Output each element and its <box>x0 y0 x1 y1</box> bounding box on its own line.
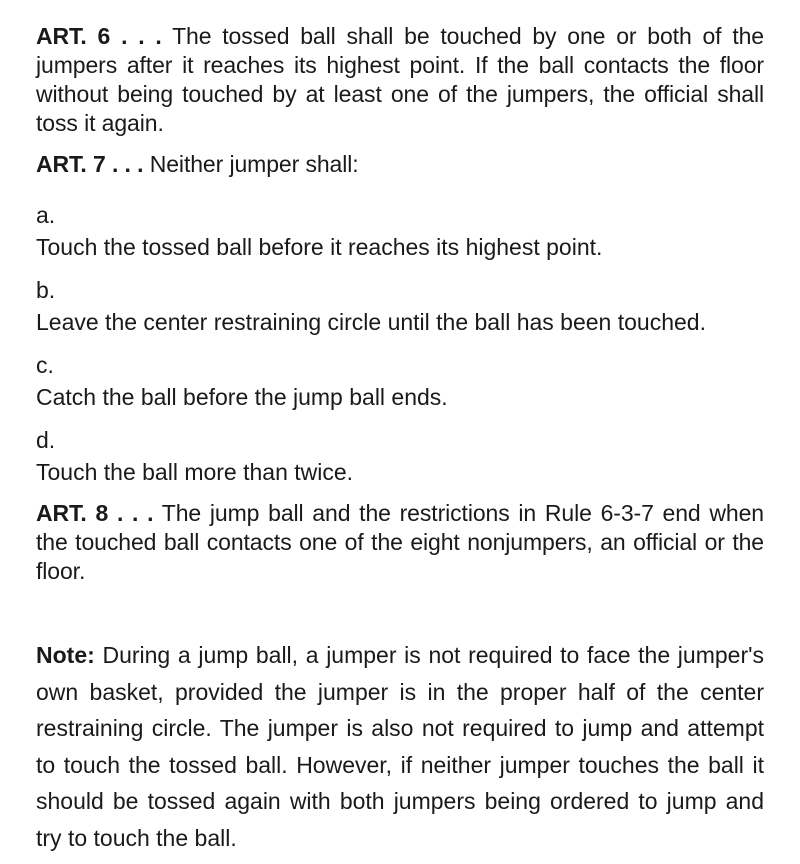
article-6 <box>36 22 764 138</box>
article-7-number: ART. 7 . . . <box>36 151 144 177</box>
article-8-text: The jump ball and the restrictions in Rule 6-3-7 end when the touched ball contacts one of the eight nonjumpers, an official or the floor. <box>36 500 764 584</box>
item-text: Touch the tossed ball before it reaches its highest point. <box>36 234 603 260</box>
article-7-item-c <box>36 349 764 413</box>
article-8 <box>36 499 764 586</box>
item-letter: c. <box>36 352 54 378</box>
item-text: Catch the ball before the jump ball ends. <box>36 384 448 410</box>
note-text: During a jump ball, a jumper is not required to face the jumper's own basket, provided the jumper is in the proper half of the center restraining circle. The jumper is also not required to jump and attempt to touch the tossed ball. However, if neither jumper touches the ball it should be tossed again with both jumpers being ordered to jump and try to touch the ball. <box>36 642 764 851</box>
rules-document <box>36 22 764 856</box>
article-7-item-a <box>36 199 764 263</box>
article-6-text: The tossed ball shall be touched by one or both of the jumpers after it reaches its highest point. If the ball contacts the floor without being touched by at least one of the jumpers, the official shall toss it again. <box>36 23 764 136</box>
item-letter: a. <box>36 202 56 228</box>
note-paragraph <box>36 637 764 856</box>
article-7-text: Neither jumper shall: <box>143 151 359 177</box>
article-8-number: ART. 8 . . . <box>36 500 154 526</box>
article-7-item-b <box>36 274 764 338</box>
article-7-item-d <box>36 424 764 488</box>
note-label: Note: <box>36 642 95 668</box>
item-letter: b. <box>36 277 56 303</box>
article-7 <box>36 150 764 179</box>
item-text: Touch the ball more than twice. <box>36 459 354 485</box>
article-6-number: ART. 6 . . . <box>36 23 162 49</box>
item-letter: d. <box>36 427 56 453</box>
item-text: Leave the center restraining circle until the ball has been touched. <box>36 309 706 335</box>
